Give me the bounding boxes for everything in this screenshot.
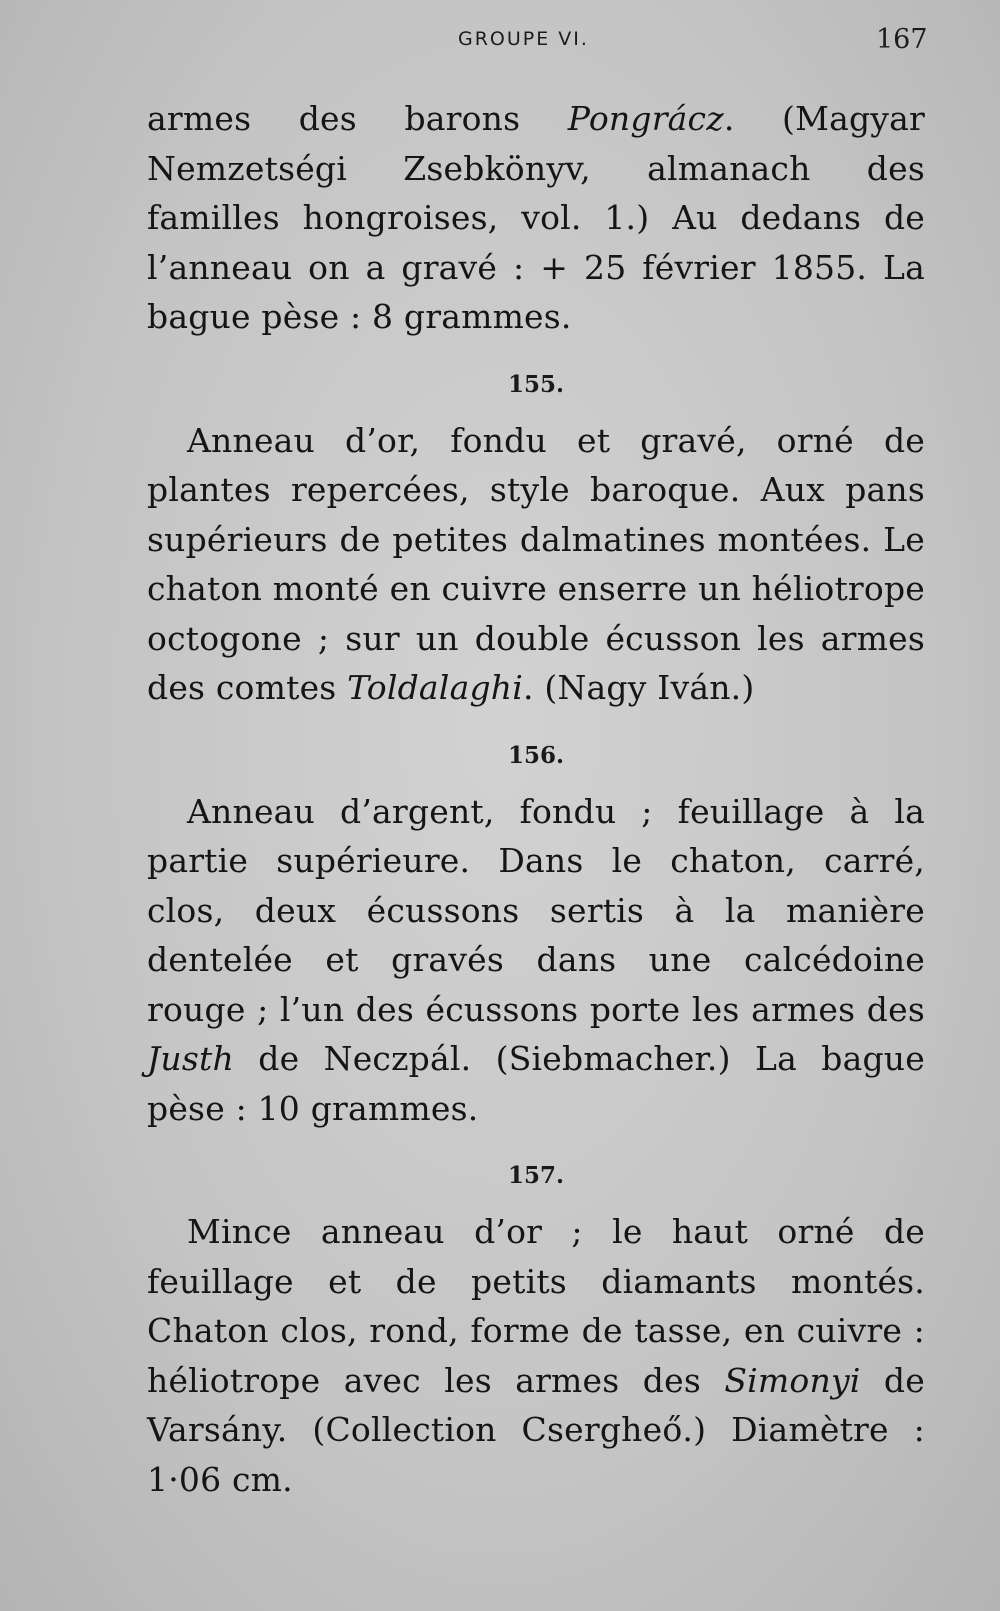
running-head — [0, 24, 1000, 64]
body-text — [147, 94, 925, 1504]
family-name: Simonyi — [724, 1360, 861, 1400]
entry-text-end: de Varsány. (Collection Cserghеő.) Diamètre : 1·06 cm. — [147, 1360, 925, 1499]
entry-paragraph-155 — [147, 416, 925, 713]
page-number: 167 — [876, 24, 928, 55]
entry-number-156: 156. — [507, 741, 565, 769]
entry-number-157: 157. — [507, 1162, 565, 1189]
family-name: Justh — [147, 1039, 234, 1078]
entry-text-start: Anneau d’or, fondu et gravé, orné de plantes repercées, style baroque. Aux pans supérieurs de petites dalmatines montées. Le chaton monté en cuivre enserre un héliotrope octogone ; sur un double écusson les armes des comtes — [147, 420, 925, 707]
running-head-title: GROUPE VI. — [458, 28, 589, 50]
entry-text-end: . (Nagy Iván.) — [522, 668, 755, 707]
family-name: Toldalaghi — [347, 668, 523, 707]
entry-text-start: Anneau d’argent, fondu ; feuillage à la partie supérieure. Dans le chaton, carré, clos, deux écussons sertis à la manière dentelée et gravés dans une calcédoine rouge ; l’un des écussons porte les armes des — [147, 791, 925, 1029]
family-name: Pongrácz — [567, 99, 724, 138]
continuation-paragraph — [147, 94, 925, 342]
entry-number-155: 155. — [507, 370, 565, 398]
entry-paragraph-156 — [147, 787, 925, 1134]
entry-text-end: de Neczpál. (Siebmacher.) La bague pèse : 10 grammes. — [147, 1039, 925, 1128]
continuation-text-start: armes des barons — [147, 99, 568, 138]
entry-text-start: Mince anneau d’or ; le haut orné de feuillage et de petits diamants montés. Chaton clos, rond, forme de tasse, en cuivre : héliotrope avec les armes des — [147, 1212, 925, 1400]
entry-paragraph-157 — [147, 1207, 925, 1504]
continuation-text-end: . (Magyar Nemzetségi Zsebkönyv, almanach des familles hongroises, vol. 1.) Au dedans de l’anneau on a gravé : + 25 février 1855. La bague pèse : 8 grammes. — [147, 99, 925, 336]
